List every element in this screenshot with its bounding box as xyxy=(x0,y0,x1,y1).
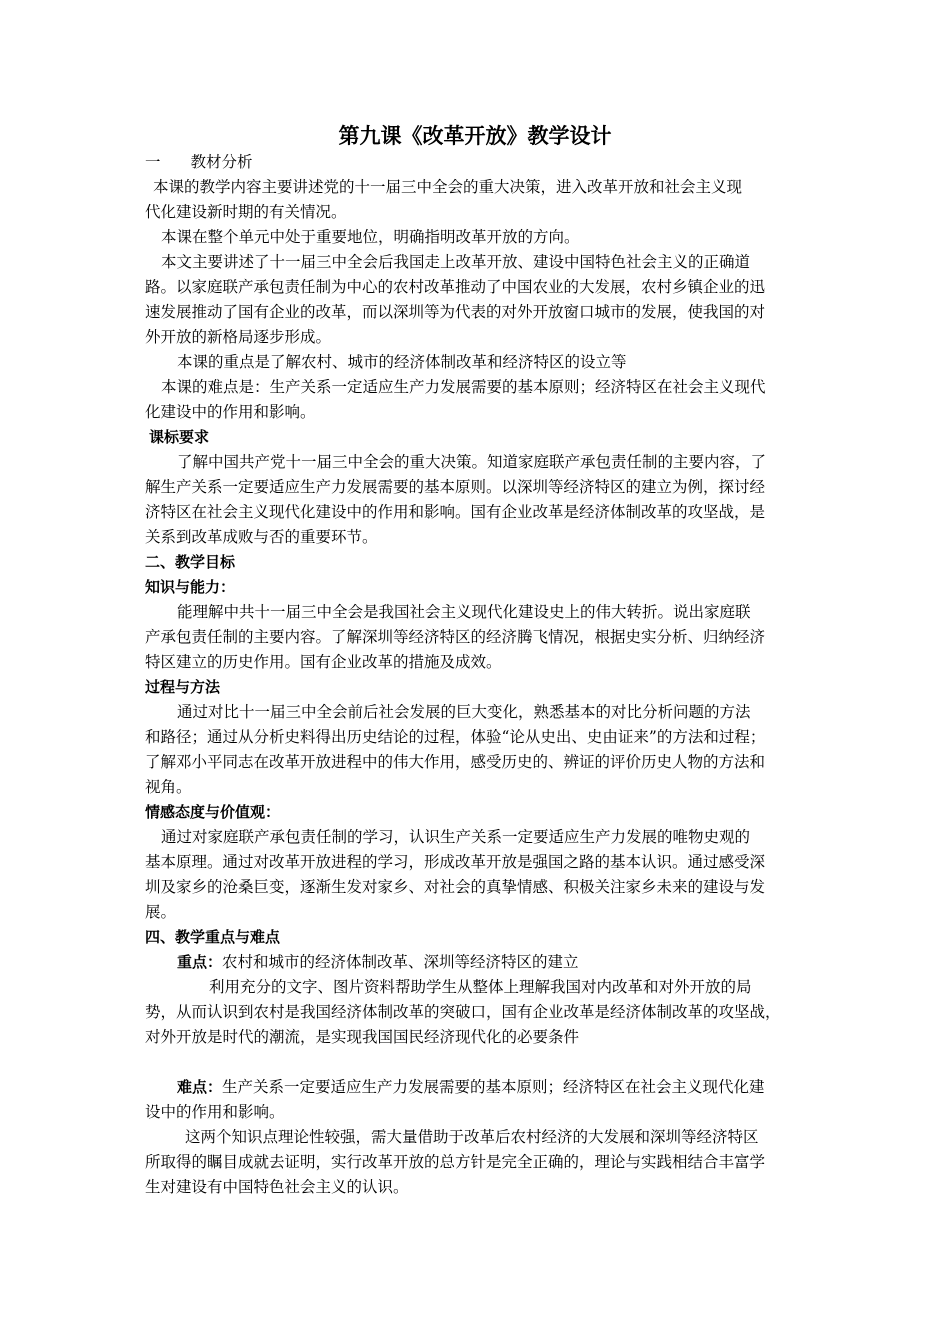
paragraph-line: 设中的作用和影响。 xyxy=(145,1103,285,1121)
paragraph-line: 本课的难点是：生产关系一定适应生产力发展需要的基本原则；经济特区在社会主义现代 xyxy=(161,378,766,396)
paragraph-line: 本课在整个单元中处于重要地位，明确指明改革开放的方向。 xyxy=(161,228,580,246)
paragraph-line: 和路径；通过从分析史料得出历史结论的过程，体验“论从史出、史由证来”的方法和过程； xyxy=(145,728,766,746)
paragraph-line: 本文主要讲述了十一届三中全会后我国走上改革开放、建设中国特色社会主义的正确道 xyxy=(161,253,751,271)
paragraph-line: 能理解中共十一届三中全会是我国社会主义现代化建设史上的伟大转折。说出家庭联 xyxy=(177,603,751,621)
section-heading-objectives: 二、教学目标 xyxy=(145,553,236,571)
paragraph-line: 了解中国共产党十一届三中全会的重大决策。知道家庭联产承包责任制的主要内容，了 xyxy=(177,453,767,471)
paragraph-line: 速发展推动了国有企业的改革，而以深圳等为代表的对外开放窗口城市的发展，使我国的对 xyxy=(145,303,766,321)
paragraph-line: 圳及家乡的沧桑巨变，逐渐生发对家乡、对社会的真挚情感、积极关注家乡未来的建设与发 xyxy=(145,878,766,896)
paragraph-line: 关系到改革成败与否的重要环节。 xyxy=(145,528,378,546)
paragraph-line: 化建设中的作用和影响。 xyxy=(145,403,316,421)
paragraph-line: 对外开放是时代的潮流，是实现我国国民经济现代化的必要条件 xyxy=(145,1028,580,1046)
keypoint-label: 重点： xyxy=(177,953,223,971)
subheading-process: 过程与方法 xyxy=(145,678,221,696)
subheading-emotion: 情感态度与价值观： xyxy=(145,803,281,821)
paragraph-line: 了解邓小平同志在改革开放进程中的伟大作用，感受历史的、辨证的评价历史人物的方法和 xyxy=(145,753,766,771)
paragraph-line: 本课的重点是了解农村、城市的经济体制改革和经济特区的设立等 xyxy=(177,353,627,371)
paragraph-line: 路。以家庭联产承包责任制为中心的农村改革推动了中国农业的大发展，农村乡镇企业的迅 xyxy=(145,278,766,296)
section-heading-analysis xyxy=(145,150,815,175)
paragraph-line: 通过对家庭联产承包责任制的学习，认识生产关系一定要适应生产力发展的唯物史观的 xyxy=(161,828,751,846)
section-title: 教材分析 xyxy=(190,153,253,171)
keypoint-text: 农村和城市的经济体制改革、深圳等经济特区的建立 xyxy=(222,953,579,971)
paragraph-line: 视角。 xyxy=(145,778,192,796)
section-heading-standards: 课标要求 xyxy=(149,428,210,446)
paragraph-line: 所取得的瞩目成就去证明，实行改革开放的总方针是完全正确的，理论与实践相结合丰富学 xyxy=(145,1153,766,1171)
paragraph-line: 本课的教学内容主要讲述党的十一届三中全会的重大决策，进入改革开放和社会主义现 xyxy=(153,178,743,196)
paragraph-line: 基本原理。通过对改革开放进程的学习，形成改革开放是强国之路的基本认识。通过感受深 xyxy=(145,853,766,871)
subheading-knowledge: 知识与能力： xyxy=(145,578,236,596)
paragraph-line: 产承包责任制的主要内容。了解深圳等经济特区的经济腾飞情况，根据史实分析、归纳经济 xyxy=(145,628,766,646)
paragraph-line: 解生产关系一定要适应生产力发展需要的基本原则。以深圳等经济特区的建立为例，探讨经 xyxy=(145,478,766,496)
keypoint-line xyxy=(145,950,815,975)
blank-line xyxy=(145,1050,815,1075)
paragraph-line: 济特区在社会主义现代化建设中的作用和影响。国有企业改革是经济体制改革的攻坚战，是 xyxy=(145,503,766,521)
paragraph-line: 这两个知识点理论性较强，需大量借助于改革后农村经济的大发展和深圳等经济特区 xyxy=(185,1128,759,1146)
paragraph-line: 外开放的新格局逐步形成。 xyxy=(145,328,332,346)
difficulty-label: 难点： xyxy=(177,1078,223,1096)
paragraph-line: 通过对比十一届三中全会前后社会发展的巨大变化，熟悉基本的对比分析问题的方法 xyxy=(177,703,751,721)
paragraph-line: 势，从而认识到农村是我国经济体制改革的突破口，国有企业改革是经济体制改革的攻坚战， xyxy=(145,1003,781,1021)
section-number: 一 xyxy=(145,153,161,171)
paragraph-line: 利用充分的文字、图片资料帮助学生从整体上理解我国对内改革和对外开放的局 xyxy=(209,978,752,996)
paragraph-line: 生对建设有中国特色社会主义的认识。 xyxy=(145,1178,409,1196)
difficulty-line xyxy=(145,1075,815,1100)
section-heading-keypoints: 四、教学重点与难点 xyxy=(145,928,281,946)
document-title: 第九课《改革开放》教学设计 xyxy=(338,124,612,148)
difficulty-text: 生产关系一定要适应生产力发展需要的基本原则；经济特区在社会主义现代化建 xyxy=(222,1078,765,1096)
paragraph-line: 特区建立的历史作用。国有企业改革的措施及成效。 xyxy=(145,653,502,671)
document-body xyxy=(145,150,815,1200)
paragraph-line: 展。 xyxy=(145,903,177,921)
paragraph-line: 代化建设新时期的有关情况。 xyxy=(145,203,347,221)
